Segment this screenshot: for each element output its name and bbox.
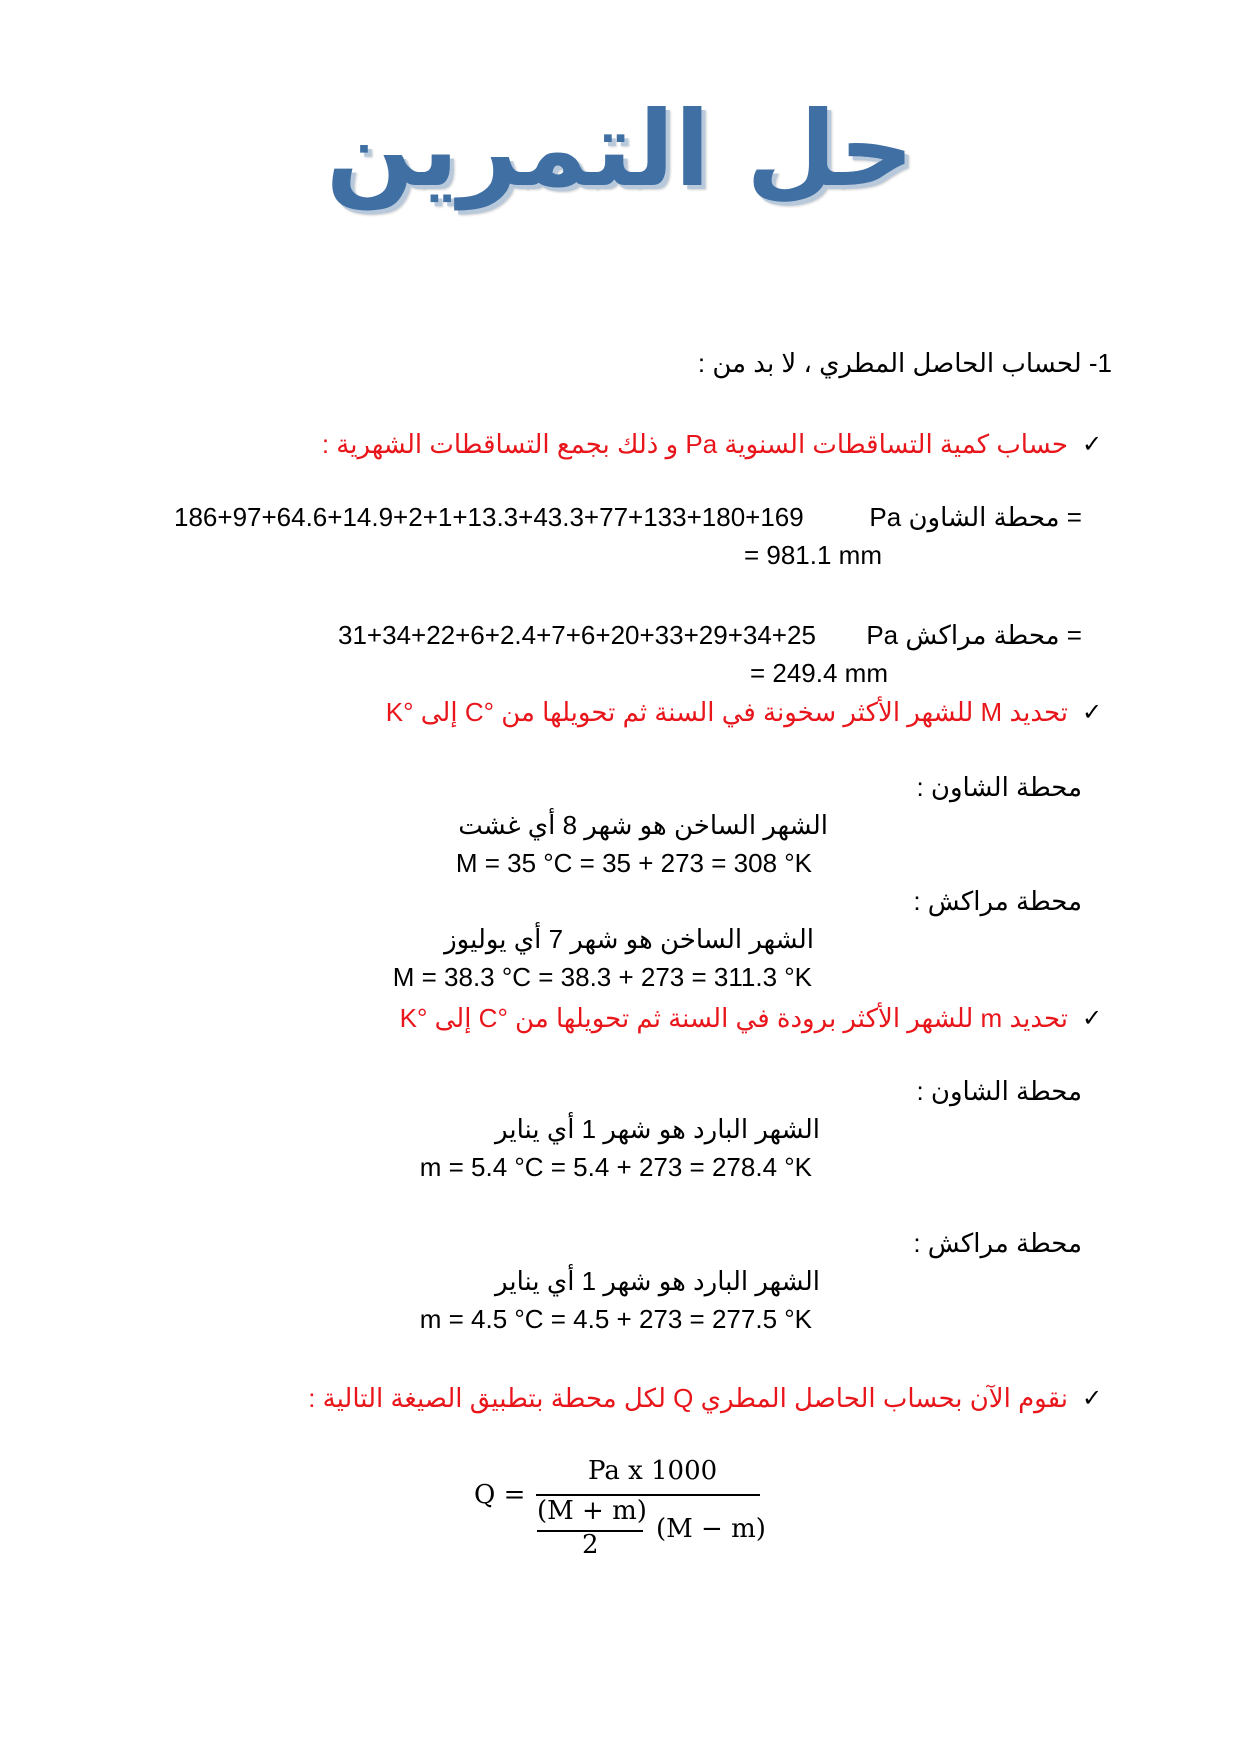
hot-month-chaouen: الشهر الساخن هو شهر 8 أي غشت	[458, 810, 828, 840]
page-title: حل التمرين	[325, 88, 915, 210]
pa-chaouen-result: = 981.1 mm	[743, 540, 882, 570]
M-calc-marrakech: M = 38.3 °C = 38.3 + 273 = 311.3 °K	[392, 962, 812, 992]
check-mark-icon: ✓	[1082, 698, 1103, 726]
bullet-pa: حساب كمية التساقطات السنوية Pa و ذلك بجمع التساقطات الشهرية :	[321, 429, 1068, 459]
cold-month-marrakech: الشهر البارد هو شهر 1 أي يناير	[495, 1266, 820, 1296]
formula-inner-numerator: (M + m)	[537, 1496, 647, 1526]
pa-marrakech-result: = 249.4 mm	[749, 658, 888, 688]
pa-marrakech-sum: 31+34+22+6+2.4+7+6+20+33+29+34+25	[338, 620, 816, 650]
M-calc-chaouen: M = 35 °C = 35 + 273 = 308 °K	[455, 848, 812, 878]
check-mark-icon: ✓	[1082, 1384, 1103, 1412]
station-marrakech: محطة مراكش :	[913, 1228, 1082, 1258]
m-calc-marrakech: m = 4.5 °C = 4.5 + 273 = 277.5 °K	[419, 1304, 812, 1334]
station-marrakech: محطة مراكش :	[913, 886, 1082, 916]
cold-month-chaouen: الشهر البارد هو شهر 1 أي يناير	[495, 1114, 820, 1144]
formula-inner-denominator: 2	[582, 1530, 599, 1560]
formula-factor: (M − m)	[656, 1514, 766, 1544]
bullet-Q: نقوم الآن بحساب الحاصل المطري Q لكل محطة بتطبيق الصيغة التالية :	[308, 1383, 1068, 1413]
formula-lhs: Q =	[474, 1480, 526, 1510]
station-chaouen: محطة الشاون :	[916, 772, 1082, 802]
bullet-M: تحديد M للشهر الأكثر سخونة في السنة ثم تحويلها من °C إلى °K	[385, 697, 1068, 727]
hot-month-marrakech: الشهر الساخن هو شهر 7 أي يوليوز	[444, 924, 814, 954]
m-calc-chaouen: m = 5.4 °C = 5.4 + 273 = 278.4 °K	[419, 1152, 812, 1182]
pa-chaouen-label: Pa محطة الشاون =	[869, 502, 1082, 532]
section-heading: 1- لحساب الحاصل المطري ، لا بد من :	[697, 348, 1112, 378]
pa-marrakech-label: Pa محطة مراكش =	[866, 620, 1082, 650]
bullet-m: تحديد m للشهر الأكثر برودة في السنة ثم تحويلها من °C إلى °K	[399, 1003, 1068, 1033]
check-mark-icon: ✓	[1082, 1004, 1103, 1032]
formula-numerator: Pa x 1000	[588, 1456, 718, 1486]
check-mark-icon: ✓	[1082, 430, 1103, 458]
pa-chaouen-sum: 186+97+64.6+14.9+2+1+13.3+43.3+77+133+180+169	[174, 502, 804, 532]
station-chaouen: محطة الشاون :	[916, 1076, 1082, 1106]
